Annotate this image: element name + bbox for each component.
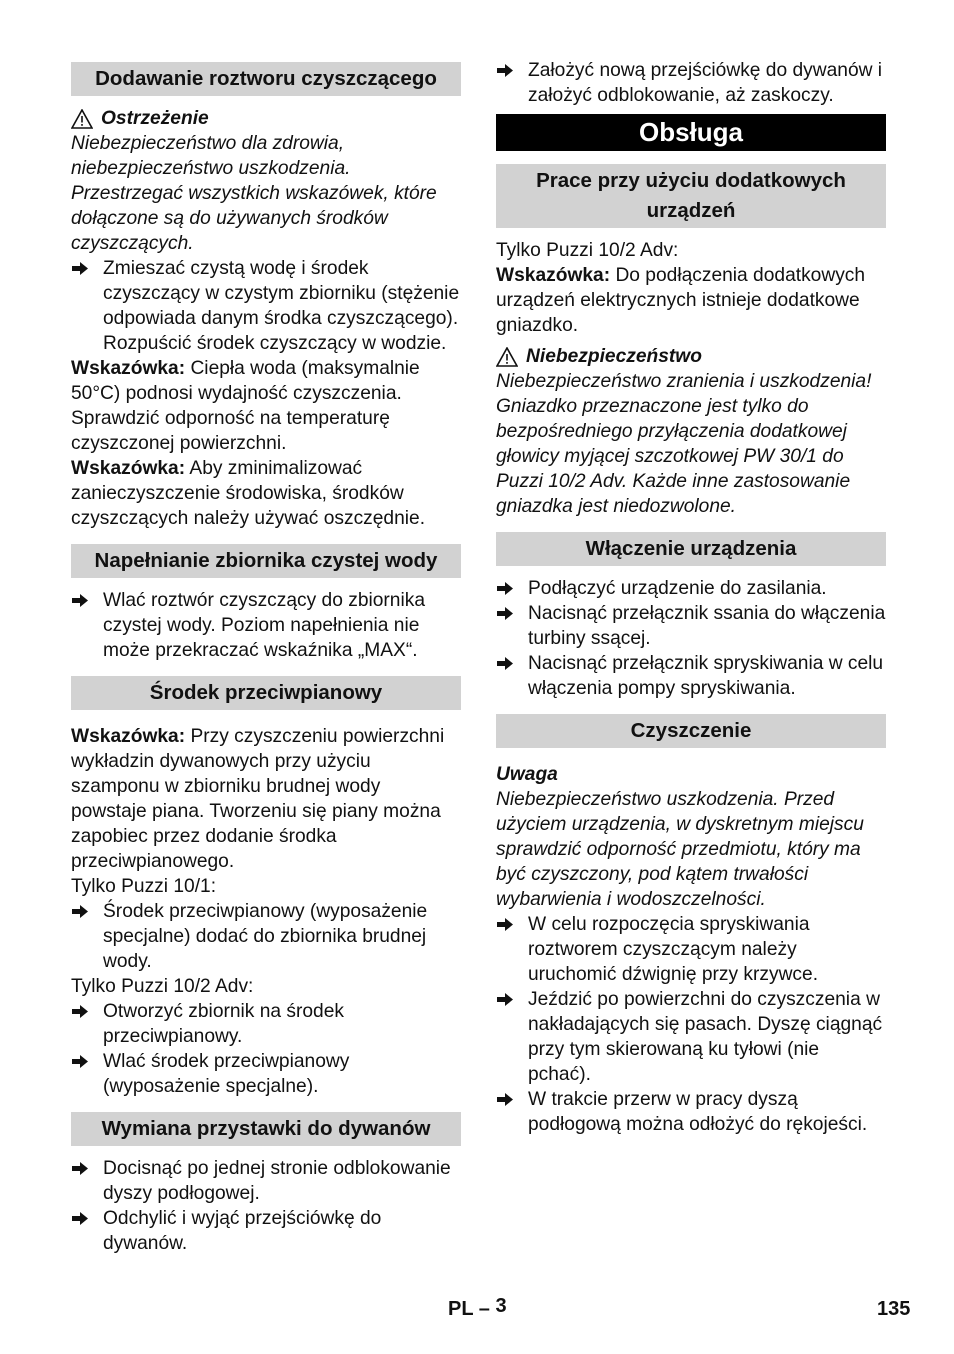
caution-text: Niebezpieczeństwo uszkodzenia. Przed użyciem urządzenia, w dyskretnym miejscu sprawdzić odporność przedmiotu, który ma być czyszczony, pod kątem trwałości wybarwienia i wodoszczelności.	[496, 789, 864, 910]
section-heading: Środek przeciwpianowy	[71, 676, 461, 710]
arrow-right-icon	[496, 917, 514, 932]
instruction-step: Odchylić i wyjąć przejściówkę do dywanów.	[71, 1206, 461, 1256]
instruction-step: W trakcie przerw w pracy dyszą podłogową można odłożyć do rękojeści.	[496, 1087, 886, 1137]
arrow-right-icon	[71, 593, 89, 608]
section-heading: Prace przy użyciu dodatkowych urządzeń	[496, 164, 886, 228]
instruction-step: Wlać środek przeciwpianowy (wyposażenie specjalne).	[71, 1049, 461, 1099]
arrow-right-icon	[71, 261, 89, 276]
instruction-step: W celu rozpoczęcia spryskiwania roztworem czyszczącym należy uruchomić dźwignię przy krzywce.	[496, 912, 886, 987]
section-heading: Dodawanie roztworu czyszczącego	[71, 62, 461, 96]
instruction-step: Jeździć po powierzchni do czyszczenia w nakładających się pasach. Dyszę ciągnąć przy tym skierowaną ku tyłowi (nie pchać).	[496, 987, 886, 1087]
arrow-right-icon	[496, 656, 514, 671]
danger-label: Niebezpieczeństwo	[496, 344, 886, 369]
instruction-step: Założyć nową przejściówkę do dywanów i założyć odblokowanie, aż zaskoczy.	[496, 58, 886, 108]
instruction-continuation: Rozpuścić środek czyszczący w wodzie.	[103, 333, 447, 354]
note: Wskazówka: Ciepła woda (maksymalnie 50°C) podnosi wydajność czyszczenia. Sprawdzić odporność na temperaturę czyszczonej powierzchni.	[71, 358, 420, 454]
instruction-step: Nacisnąć przełącznik ssania do włączenia turbiny ssącej.	[496, 601, 886, 651]
model-label: Tylko Puzzi 10/2 Adv:	[71, 976, 254, 997]
arrow-right-icon	[71, 1161, 89, 1176]
arrow-right-icon	[496, 606, 514, 621]
caution-label: Uwaga	[496, 764, 558, 785]
page-number: 135	[877, 1298, 911, 1320]
section-heading: Włączenie urządzenia	[496, 532, 886, 566]
instruction-step: Nacisnąć przełącznik spryskiwania w celu włączenia pompy spryskiwania.	[496, 651, 886, 701]
warning-triangle-icon	[71, 109, 93, 129]
instruction-step: Zmieszać czystą wodę i środek czyszczący w czystym zbiorniku (stężenie odpowiada danym środka czyszczącego).	[71, 256, 461, 331]
model-label: Tylko Puzzi 10/2 Adv:	[496, 240, 679, 261]
warning-text: Niebezpieczeństwo dla zdrowia, niebezpieczeństwo uszkodzenia. Przestrzegać wszystkich wskazówek, które dołączone są do używanych środków czyszczących.	[71, 133, 437, 254]
note: Wskazówka: Przy czyszczeniu powierzchni wykładzin dywanowych przy użyciu szamponu w zbiorniku brudnej wody powstaje piana. Tworzeniu się piany można zapobiec przez dodanie środka przeciwpianowego.	[71, 726, 445, 872]
chapter-heading: Obsługa	[496, 114, 886, 151]
model-label: Tylko Puzzi 10/1:	[71, 876, 217, 897]
arrow-right-icon	[496, 992, 514, 1007]
warning-label: Ostrzeżenie	[71, 106, 461, 131]
arrow-right-icon	[496, 581, 514, 596]
instruction-step: Wlać roztwór czyszczący do zbiornika czystej wody. Poziom napełnienia nie może przekraczać wskaźnika „MAX“.	[71, 588, 461, 663]
left-column	[71, 62, 461, 1256]
danger-text: Niebezpieczeństwo zranienia i uszkodzenia! Gniazdko przeznaczone jest tylko do bezpośredniego przyłączenia dodatkowej głowicy myjącej szczotkowej PW 30/1 do Puzzi 10/2 Adv. Każde inne zastosowanie gniazdka jest niedozwolone.	[496, 371, 872, 517]
footer-section-label: PL – 3	[448, 1295, 507, 1320]
arrow-right-icon	[71, 1004, 89, 1019]
instruction-step: Otworzyć zbiornik na środek przeciwpianowy.	[71, 999, 461, 1049]
note: Wskazówka: Aby zminimalizować zanieczyszczenie środowiska, środków czyszczących należy używać oszczędnie.	[71, 458, 426, 529]
warning-triangle-icon	[496, 347, 518, 367]
instruction-step: Środek przeciwpianowy (wyposażenie specjalne) dodać do zbiornika brudnej wody.	[71, 899, 461, 974]
note: Wskazówka: Do podłączenia dodatkowych urządzeń elektrycznych istnieje dodatkowe gniazdko.	[496, 265, 866, 336]
arrow-right-icon	[496, 63, 514, 78]
arrow-right-icon	[71, 1211, 89, 1226]
arrow-right-icon	[496, 1092, 514, 1107]
instruction-step: Docisnąć po jednej stronie odblokowanie dyszy podłogowej.	[71, 1156, 461, 1206]
section-heading: Czyszczenie	[496, 714, 886, 748]
right-column	[496, 58, 886, 1137]
section-heading: Wymiana przystawki do dywanów	[71, 1112, 461, 1146]
arrow-right-icon	[71, 1054, 89, 1069]
section-heading: Napełnianie zbiornika czystej wody	[71, 544, 461, 578]
arrow-right-icon	[71, 904, 89, 919]
instruction-step: Podłączyć urządzenie do zasilania.	[496, 576, 886, 601]
